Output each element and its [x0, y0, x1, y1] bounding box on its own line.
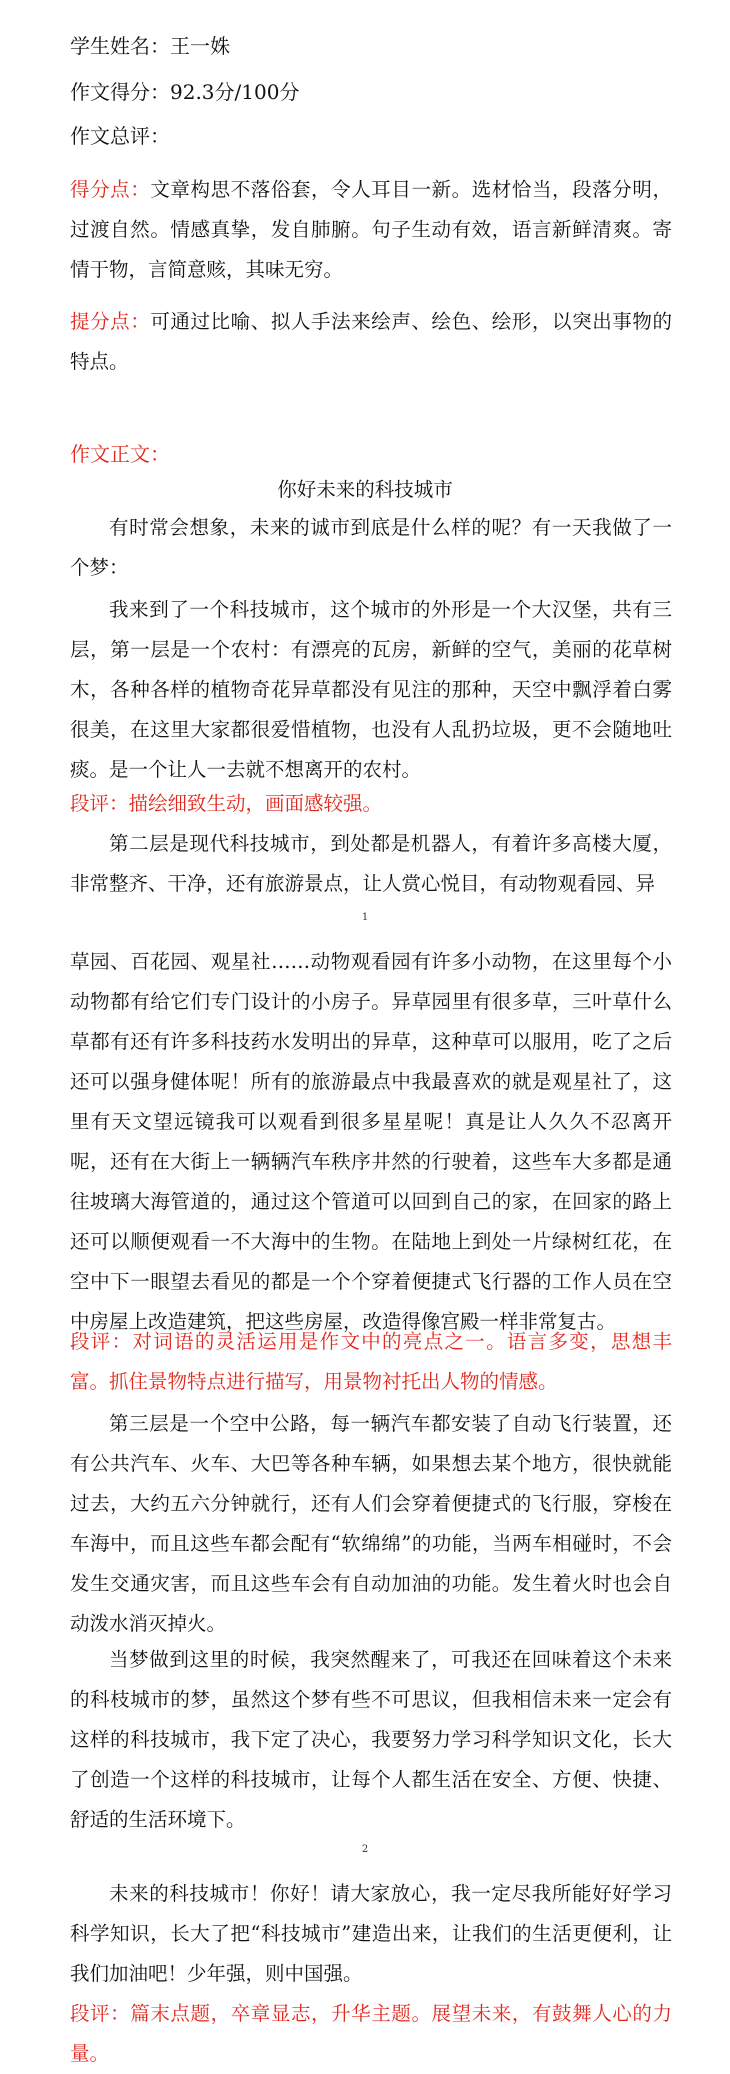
review-label: 作文总评： [70, 124, 170, 148]
paragraph-comment-3 [70, 1994, 672, 2074]
essay-paragraph-3a: 第二层是现代科技城市，到处都是机器人，有着许多高楼大厦，非常整齐、干净，还有旅游景点，让人赏心悦目，有动物观看园、异 [70, 832, 672, 895]
student-name-value: 王一姝 [170, 34, 230, 58]
student-name-label: 学生姓名： [70, 34, 170, 58]
score-value: 92.3分/100分 [170, 80, 300, 104]
essay-paragraph-6: 未来的科技城市！你好！请大家放心，我一定尽我所能好好学习科学知识，长大了把“科技城市”建造出来，让我们的生活更便利，让我们加油吧！少年强，则中国强。 [70, 1882, 672, 1985]
essay-paragraph-2: 我来到了一个科技城市，这个城市的外形是一个大汉堡，共有三层，第一层是一个农村：有漂亮的瓦房，新鲜的空气，美丽的花草树木，各种各样的植物奇花异草都没有见注的那种，天空中飘浮着白雾很美，在这里大家都很爱惜植物，也没有人乱扔垃圾，更不会随地吐痰。是一个让人一去就不想离开的农村。 [70, 598, 672, 781]
essay-paragraph-4: 第三层是一个空中公路，每一辆汽车都安装了自动飞行装置，还有公共汽车、火车、大巴等各种车辆，如果想去某个地方，很快就能过去，大约五六分钟就行，还有人们会穿着便捷式的飞行服，穿梭在车海中，而且这些车都会配有“软绵绵”的功能，当两车相碰时，不会发生交通灾害，而且这些车会有自动加油的功能。发生着火时也会自动泼水消灭掉火。 [70, 1412, 672, 1635]
improve-text: 可通过比喻、拟人手法来绘声、绘色、绘形，以突出事物的特点。 [70, 310, 672, 373]
comment-2-text: 对词语的灵活运用是作文中的亮点之一。语言多变，思想丰富。抓住景物特点进行描写，用景物衬托出人物的情感。 [70, 1330, 672, 1393]
comment-1-text: 描绘细致生动，画面感较强。 [128, 792, 383, 815]
essay-paragraph-1: 有时常会想象，未来的诚市到底是什么样的呢？有一天我做了一个梦： [70, 516, 672, 579]
score-label: 作文得分： [70, 80, 170, 104]
page-number-2: 2 [361, 1844, 369, 1855]
student-name-line [70, 32, 230, 60]
comment-3-text: 篇末点题，卒章显志，升华主题。展望未来，有鼓舞人心的力量。 [70, 2002, 672, 2065]
essay-paragraph-5: 当梦做到这里的时候，我突然醒来了，可我还在回味着这个未来的科枝城市的梦，虽然这个梦有些不可思议，但我相信未来一定会有这样的科技城市，我下定了决心，我要努力学习科学知识文化，长大了创造一个这样的科技城市，让每个人都生活在安全、方便、快捷、舒适的生活环境下。 [70, 1648, 672, 1831]
merit-label: 得分点： [70, 178, 151, 201]
essay-title: 你好未来的科技城市 [277, 478, 453, 501]
improve-label: 提分点： [70, 310, 151, 333]
comment-2-label: 段评： [70, 1330, 133, 1353]
paragraph-comment-1 [70, 784, 672, 824]
comment-1-label: 段评： [70, 792, 129, 815]
review-heading [70, 122, 170, 150]
essay-body-label: 作文正文： [70, 442, 170, 466]
merit-text: 文章构思不落俗套，令人耳目一新。选材恰当，段落分明，过渡自然。情感真挚，发自肺腑。句子生动有效，语言新鲜清爽。寄情于物，言简意赅，其味无穷。 [70, 178, 672, 281]
comment-3-label: 段评： [70, 2002, 131, 2025]
merit-paragraph [70, 170, 672, 290]
score-line [70, 78, 299, 106]
essay-paragraph-3b: 草园、百花园、观星社……动物观看园有许多小动物，在这里每个小动物都有给它们专门设计的小房子。异草园里有很多草，三叶草什么草都有还有许多科技药水发明出的异草，这种草可以服用，吃了之后还可以强身健体呢！所有的旅游最点中我最喜欢的就是观星社了，这里有天文望远镜我可以观看到很多星星呢！真是让人久久不忍离开呢，还有在大街上一辆辆汽车秩序井然的行驶着，这些车大多都是通往坡璃大海管道的，通过这个管道可以回到自己的家，在回家的路上还可以顺便观看一不大海中的生物。在陆地上到处一片绿树红花，在空中下一眼望去看见的都是一个个穿着便捷式飞行器的工作人员在空中房屋上改造建筑，把这些房屋，改造得像宫殿一样非常复古。 [70, 950, 672, 1333]
improve-paragraph [70, 302, 672, 382]
paragraph-comment-2 [70, 1322, 672, 1402]
page-number-1: 1 [361, 912, 369, 923]
